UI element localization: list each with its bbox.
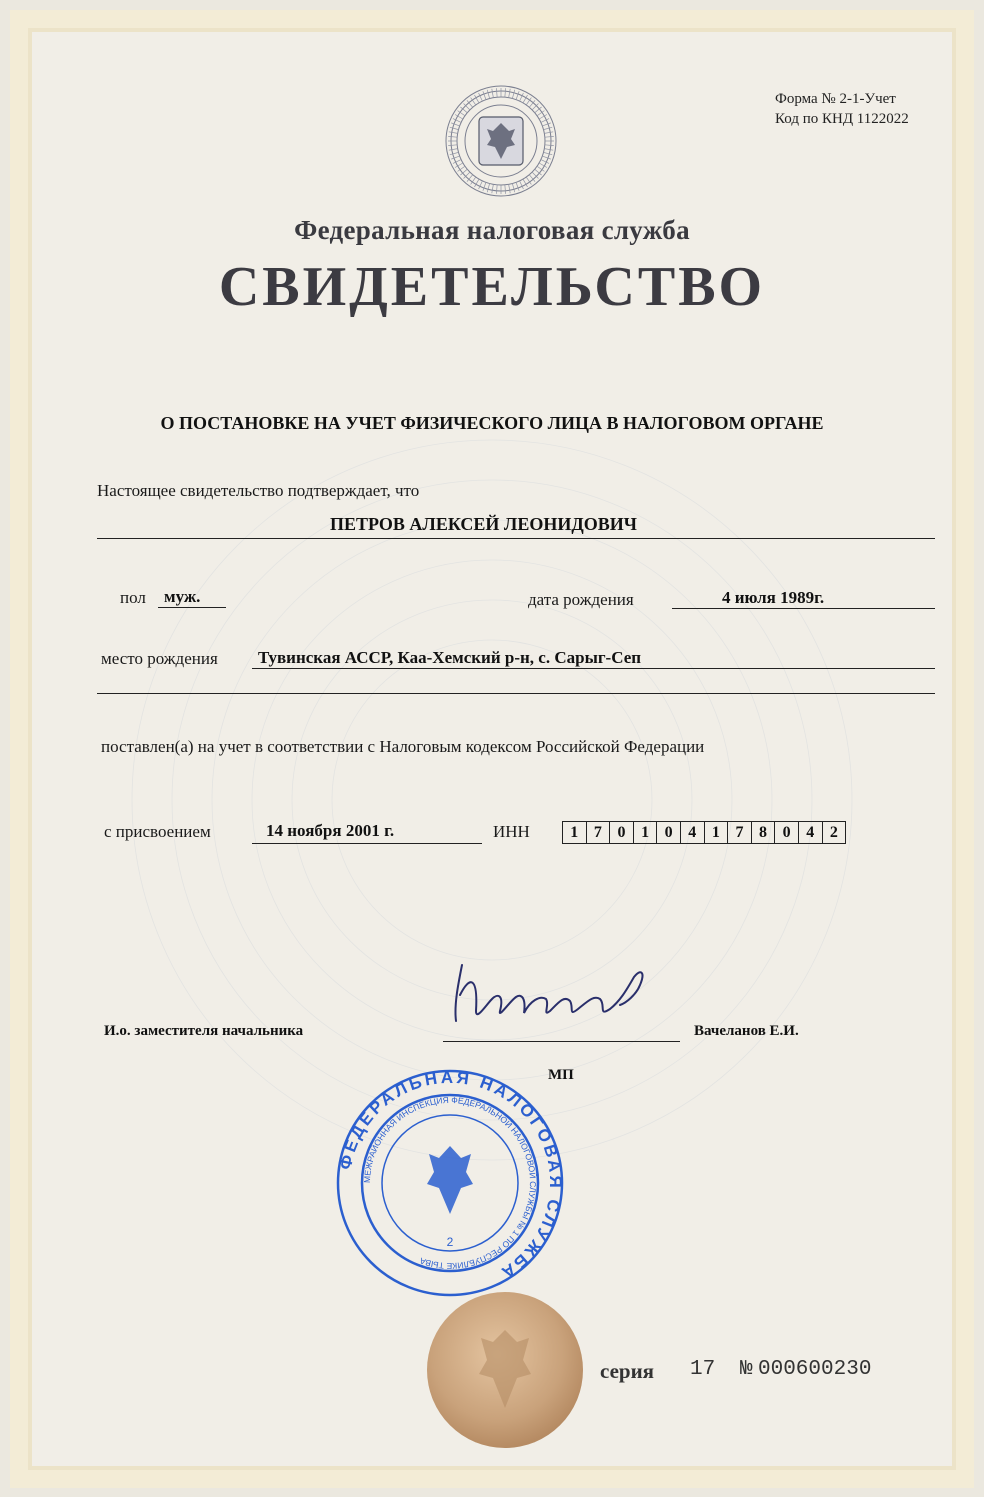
birth-date-value: 4 июля 1989г. (722, 588, 825, 607)
birth-place-underline (252, 668, 935, 669)
inn-digit: 0 (610, 822, 634, 843)
stamp-inner-text: МЕЖРАЙОННАЯ ИНСПЕКЦИЯ ФЕДЕРАЛЬНОЙ НАЛОГОВОЙ СЛУЖБЫ № 1 ПО РЕСПУБЛИКЕ ТЫВА (361, 1094, 539, 1272)
birth-place-underline-2 (97, 693, 935, 694)
sex-label: пол (120, 588, 146, 607)
inn-digit: 7 (587, 822, 611, 843)
mp-label: МП (548, 1067, 574, 1083)
official-stamp (335, 1068, 565, 1298)
birth-place-label: место рождения (101, 649, 218, 668)
assignment-date: 14 ноября 2001 г. (266, 821, 395, 840)
stamp-outer-text: ФЕДЕРАЛЬНАЯ НАЛОГОВАЯ СЛУЖБА (335, 1068, 565, 1284)
serial-number: 000600230 (758, 1358, 872, 1381)
inn-digit-boxes (562, 821, 846, 844)
form-number: Форма № 2-1-Учет (775, 91, 896, 107)
serial-no-label: № (740, 1358, 753, 1381)
document-title: СВИДЕТЕЛЬСТВО (218, 256, 766, 318)
knd-code: Код по КНД 1122022 (775, 111, 909, 127)
inn-digit: 0 (657, 822, 681, 843)
inn-label: ИНН (493, 822, 530, 841)
signature-line (443, 1041, 680, 1042)
series-label: серия (600, 1359, 655, 1383)
inn-digit: 1 (563, 822, 587, 843)
birth-place-value: Тувинская АССР, Каа-Хемский р-н, с. Сарыг-Сеп (258, 648, 642, 667)
inn-digit: 8 (752, 822, 776, 843)
signer-position: И.о. заместителя начальника (104, 1023, 304, 1039)
series-number: 17 (690, 1358, 716, 1381)
registered-text: поставлен(а) на учет в соответствии с Налоговым кодексом Российской Федерации (101, 737, 705, 756)
stamp-number: 2 (446, 1235, 454, 1249)
inn-digit: 4 (681, 822, 705, 843)
inn-digit: 7 (728, 822, 752, 843)
stamp-eagle-icon (427, 1146, 473, 1214)
assignment-label: с присвоением (104, 822, 211, 841)
sex-underline (158, 607, 226, 608)
document-subtitle: О ПОСТАНОВКЕ НА УЧЕТ ФИЗИЧЕСКОГО ЛИЦА В НАЛОГОВОМ ОРГАНЕ (160, 413, 824, 433)
gold-hologram-seal (425, 1290, 585, 1450)
inn-digit: 2 (829, 824, 838, 841)
name-underline (97, 538, 935, 539)
handwritten-signature (430, 955, 670, 1035)
sex-value: муж. (164, 587, 201, 606)
birth-date-underline (672, 608, 935, 609)
agency-name: Федеральная налоговая служба (294, 215, 690, 245)
eagle-emblem-icon (443, 83, 559, 199)
inn-digit: 4 (799, 822, 823, 843)
form-code-block (775, 89, 909, 129)
inn-digit: 1 (705, 822, 729, 843)
inn-digit: 0 (775, 822, 799, 843)
full-name: ПЕТРОВ АЛЕКСЕЙ ЛЕОНИДОВИЧ (330, 514, 637, 534)
birth-date-label: дата рождения (528, 590, 634, 609)
signer-name: Вачеланов Е.И. (694, 1023, 799, 1039)
assignment-date-underline (252, 843, 482, 844)
confirms-label: Настоящее свидетельство подтверждает, что (97, 481, 420, 500)
inn-digit: 1 (634, 822, 658, 843)
